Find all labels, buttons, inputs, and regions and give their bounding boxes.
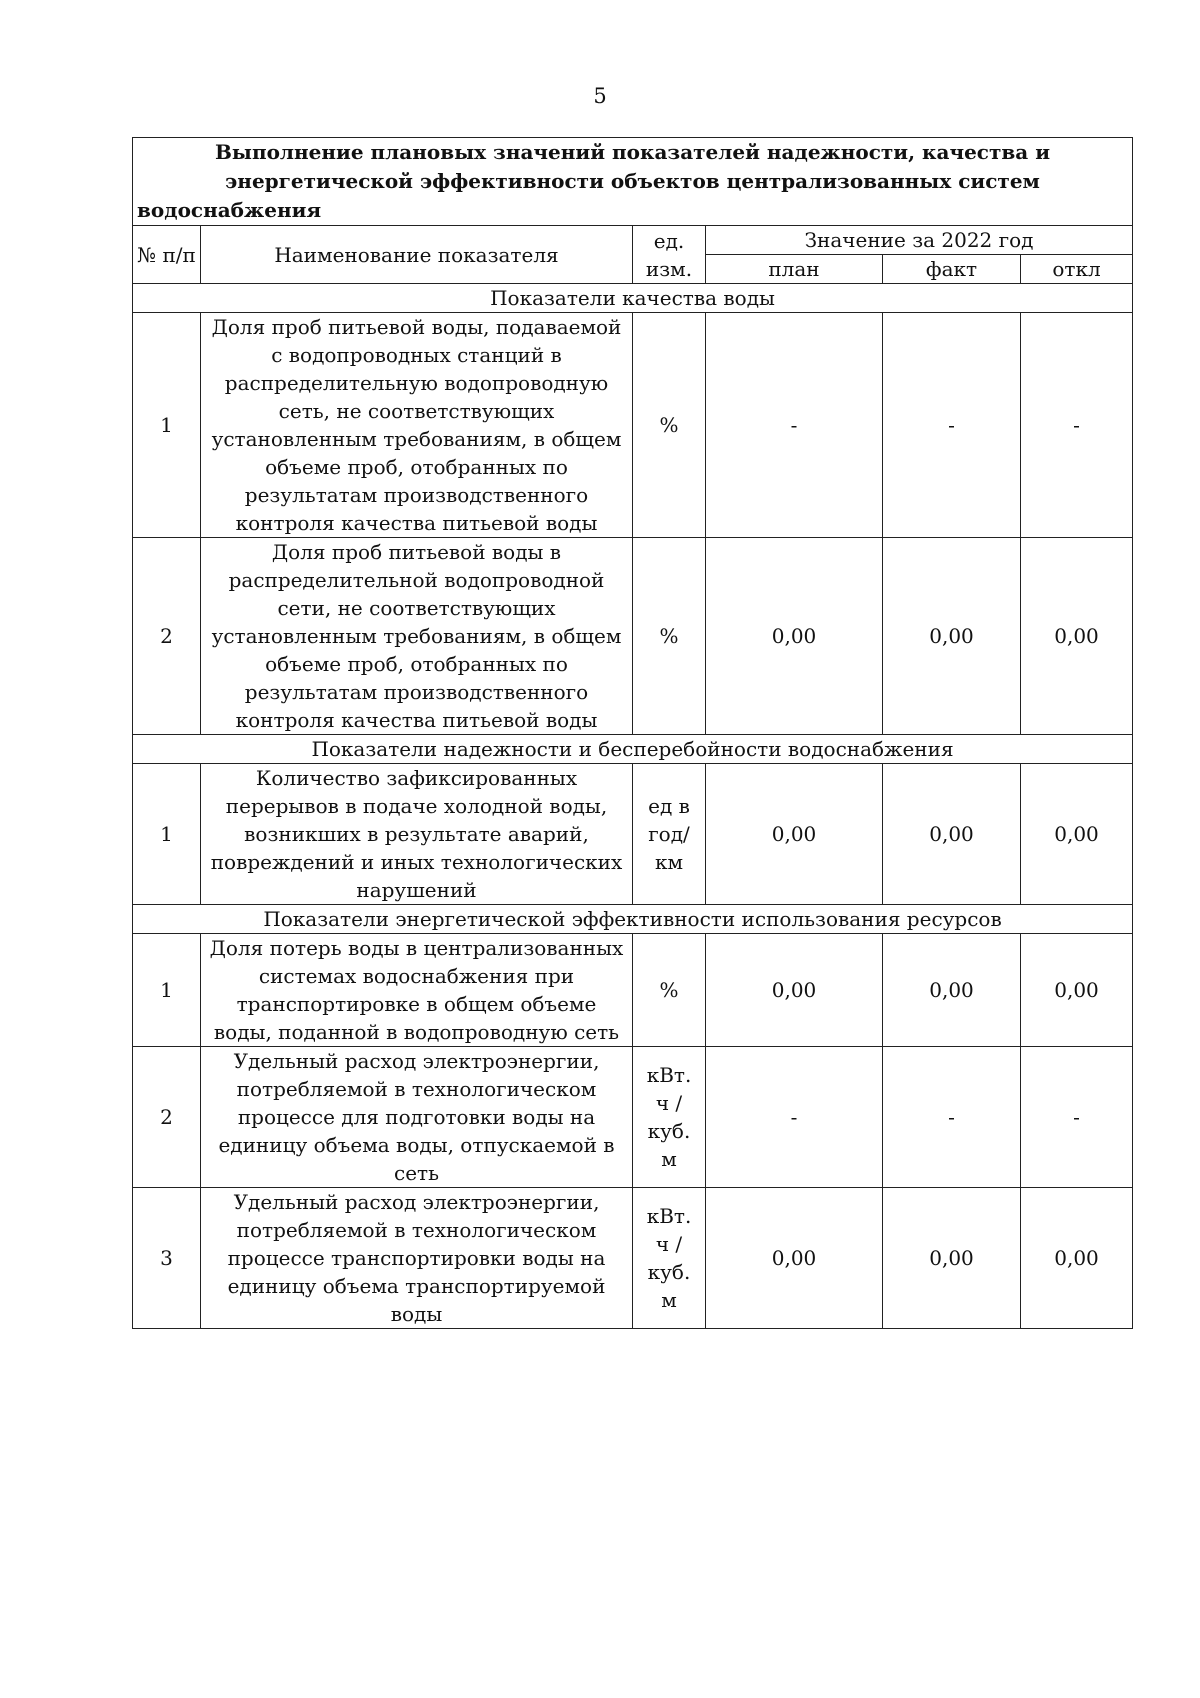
row-fact: - <box>883 313 1021 538</box>
header-num: № п/п <box>133 226 201 284</box>
row-unit: % <box>633 538 706 735</box>
row-plan: - <box>706 313 883 538</box>
row-num: 2 <box>133 1047 201 1188</box>
row-deviation: 0,00 <box>1021 934 1133 1047</box>
table-title: Выполнение плановых значений показателей надежности, качества и энергетической эффективности объектов централизованных систем водоснабжения <box>133 138 1133 226</box>
header-name: Наименование показателя <box>201 226 633 284</box>
row-name: Доля проб питьевой воды в распределительной водопроводной сети, не соответствующих установленным требованиям, в общем объеме проб, отобранных по результатам производственного контроля качества питьевой воды <box>201 538 633 735</box>
row-num: 3 <box>133 1188 201 1329</box>
row-plan: 0,00 <box>706 764 883 905</box>
header-plan: план <box>706 255 883 284</box>
indicators-table <box>132 137 1133 1329</box>
row-unit: кВт. ч / куб. м <box>633 1047 706 1188</box>
header-fact: факт <box>883 255 1021 284</box>
row-fact: 0,00 <box>883 538 1021 735</box>
section-title: Показатели качества воды <box>133 284 1133 313</box>
row-deviation: 0,00 <box>1021 764 1133 905</box>
row-unit: % <box>633 934 706 1047</box>
table-row <box>133 1047 1133 1188</box>
row-deviation: - <box>1021 313 1133 538</box>
row-unit: ед в год/ км <box>633 764 706 905</box>
row-num: 1 <box>133 313 201 538</box>
row-plan: 0,00 <box>706 934 883 1047</box>
table-row <box>133 313 1133 538</box>
header-period: Значение за 2022 год <box>706 226 1133 255</box>
row-plan: - <box>706 1047 883 1188</box>
row-num: 2 <box>133 538 201 735</box>
row-name: Доля проб питьевой воды, подаваемой с водопроводных станций в распределительную водопроводную сеть, не соответствующих установленным требованиям, в общем объеме проб, отобранных по результатам производственного контроля качества питьевой воды <box>201 313 633 538</box>
row-deviation: - <box>1021 1047 1133 1188</box>
row-plan: 0,00 <box>706 538 883 735</box>
section-title: Показатели энергетической эффективности использования ресурсов <box>133 905 1133 934</box>
header-unit: ед. изм. <box>633 226 706 284</box>
header-deviation: откл <box>1021 255 1133 284</box>
row-name: Удельный расход электроэнергии, потребляемой в технологическом процессе транспортировки воды на единицу объема транспортируемой воды <box>201 1188 633 1329</box>
row-unit: % <box>633 313 706 538</box>
row-num: 1 <box>133 764 201 905</box>
row-fact: 0,00 <box>883 764 1021 905</box>
row-plan: 0,00 <box>706 1188 883 1329</box>
row-fact: - <box>883 1047 1021 1188</box>
row-unit: кВт. ч / куб. м <box>633 1188 706 1329</box>
table-row <box>133 934 1133 1047</box>
section-title: Показатели надежности и бесперебойности водоснабжения <box>133 735 1133 764</box>
row-name: Удельный расход электроэнергии, потребляемой в технологическом процессе для подготовки воды на единицу объема воды, отпускаемой в сеть <box>201 1047 633 1188</box>
row-fact: 0,00 <box>883 1188 1021 1329</box>
page-number: 5 <box>593 84 607 108</box>
row-fact: 0,00 <box>883 934 1021 1047</box>
table-row <box>133 764 1133 905</box>
row-name: Количество зафиксированных перерывов в подаче холодной воды, возникших в результате аварий, повреждений и иных технологических нарушений <box>201 764 633 905</box>
row-num: 1 <box>133 934 201 1047</box>
row-deviation: 0,00 <box>1021 538 1133 735</box>
table-row <box>133 1188 1133 1329</box>
row-name: Доля потерь воды в централизованных системах водоснабжения при транспортировке в общем объеме воды, поданной в водопроводную сеть <box>201 934 633 1047</box>
row-deviation: 0,00 <box>1021 1188 1133 1329</box>
table-row <box>133 538 1133 735</box>
